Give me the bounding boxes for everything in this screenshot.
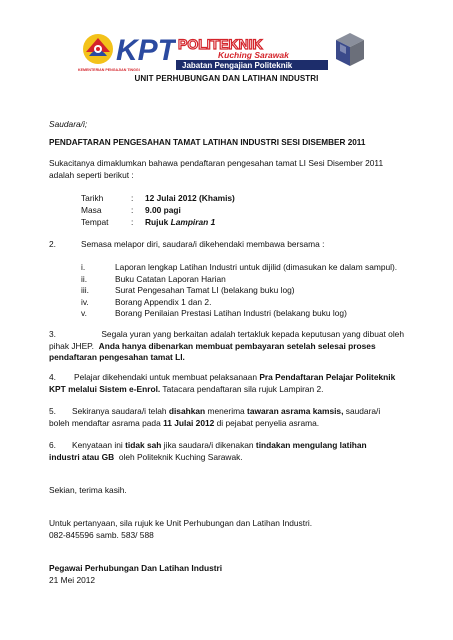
letterhead-logo — [78, 30, 368, 76]
item-4-paragraph: 4. Pelajar dikehendaki untuk membuat pelaksanaan Pra Pendaftaran Pelajar Politeknik KPT melalui Sistem e-Enrol. Tatacara pendaftaran sila rujuk Lampiran 2. — [49, 372, 396, 394]
contact-phone: 082-845596 samb. 583/ 588 — [49, 530, 154, 540]
campus-text: Kuching Sarawak — [218, 50, 289, 60]
item-number: 4. — [49, 372, 56, 382]
ministry-text: KEMENTERIAN PENGAJIAN TINGGI — [78, 68, 140, 72]
item-6-paragraph: 6. Kenyataan ini tidak sah jika saudara/i dikenakan tindakan mengulang latihan industri atau GB oleh Politeknik Kuching Sarawak. — [49, 440, 367, 462]
kpt-letters: KPT — [116, 34, 176, 67]
detail-row-date — [81, 192, 235, 204]
list-item: ii. Buku Catatan Laporan Harian — [81, 273, 226, 284]
detail-label: Tempat — [81, 217, 109, 228]
item-number: 5. — [49, 406, 56, 416]
subject-line: PENDAFTARAN PENGESAHAN TAMAT LATIHAN INDUSTRI SESI DISEMBER 2011 — [49, 138, 366, 147]
item-number: 3. — [49, 329, 56, 339]
detail-label: Masa — [81, 205, 102, 216]
cube-icon — [336, 33, 364, 66]
detail-value: 12 Julai 2012 (Khamis) — [145, 193, 235, 203]
detail-row-place — [81, 216, 235, 228]
item-2-text: Semasa melapor diri, saudara/i dikehendaki membawa bersama : — [81, 239, 325, 249]
details-table — [81, 192, 235, 229]
detail-sep: : — [131, 205, 134, 216]
letter-date: 21 Mei 2012 — [49, 575, 96, 585]
list-item: iv. Borang Appendix 1 dan 2. — [81, 296, 212, 307]
item-3-paragraph: 3. Segala yuran yang berkaitan adalah tertakluk kepada keputusan yang dibuat oleh pihak JHEP. Anda hanya dibenarkan membuat pembayaran setelah selesai proses pendaftaran pengesahan tamat LI. — [49, 329, 404, 363]
contact-line: Untuk pertanyaan, sila rujuk ke Unit Perhubungan dan Latihan Industri. — [49, 518, 313, 528]
requirements-list — [81, 262, 397, 320]
detail-label: Tarikh — [81, 193, 104, 203]
unit-name: UNIT PERHUBUNGAN DAN LATIHAN INDUSTRI — [134, 74, 319, 83]
list-item: i. Laporan lengkap Latihan Industri untuk dijilid (dimasukan ke dalam sampul). — [81, 262, 398, 272]
intro-paragraph: Sukacitanya dimaklumkan bahawa pendaftaran pengesahan tamat LI Sesi Disember 2011 adalah seperti berikut : — [49, 158, 384, 180]
signatory: Pegawai Perhubungan Dan Latihan Industri — [49, 563, 223, 573]
department-text: Jabatan Pengajian Politeknik — [182, 61, 293, 70]
detail-row-time — [81, 204, 235, 216]
detail-value: 9.00 pagi — [145, 205, 181, 216]
detail-value-prefix: Rujuk — [145, 217, 171, 228]
kpt-logo-graphic — [78, 30, 368, 76]
list-item: iii. Surat Pengesahan Tamat LI (belakang buku log) — [81, 285, 295, 296]
list-item: v. Borang Penilaian Prestasi Latihan Industri (belakang buku log) — [81, 308, 347, 319]
item-2-number: 2. — [49, 239, 56, 249]
detail-value-italic: Lampiran 1 — [170, 217, 216, 228]
item-number: 6. — [49, 440, 56, 450]
ministry-emblem-icon — [83, 34, 113, 64]
item-5-paragraph: 5. Sekiranya saudara/i telah disahkan menerima tawaran asrama kamsis, saudara/i boleh mendaftar asrama pada 11 Julai 2012 di pejabat penyelia asrama. — [49, 406, 381, 428]
salutation: Saudara/i; — [49, 119, 88, 129]
svg-text:POLITEKNIK: POLITEKNIK — [178, 36, 263, 52]
closing-line: Sekian, terima kasih. — [49, 485, 127, 495]
detail-sep: : — [131, 193, 134, 203]
detail-sep: : — [131, 217, 134, 228]
